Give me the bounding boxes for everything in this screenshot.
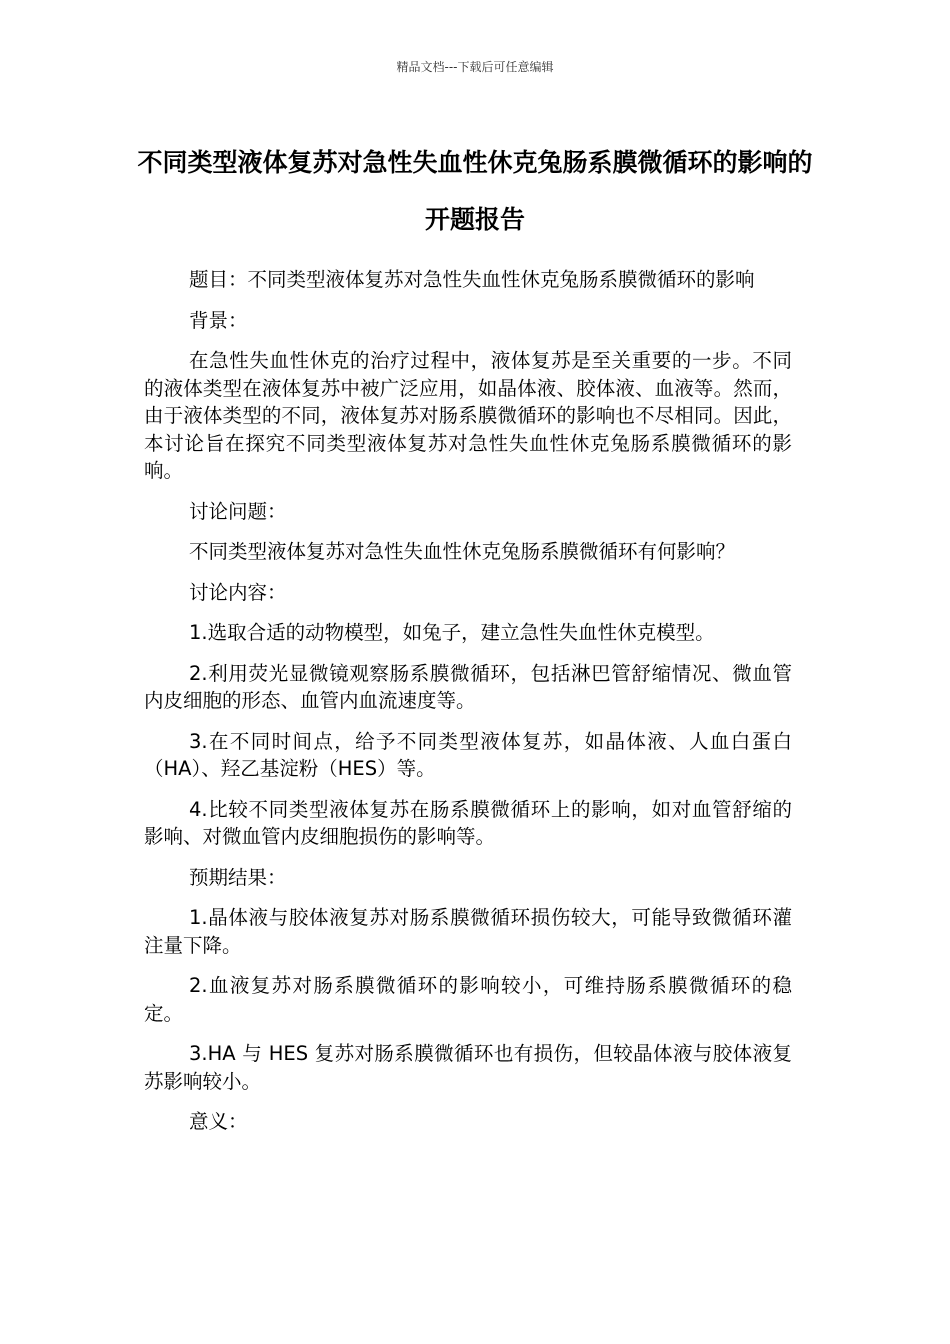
heading-significance: 意义：: [189, 1110, 248, 1133]
result-item-2: 2.血液复苏对肠系膜微循环的影响较小，可维持肠系膜微循环的稳定。: [144, 974, 792, 1025]
heading-background: 背景：: [189, 308, 248, 332]
content-item-1: 1.选取合适的动物模型，如兔子，建立急性失血性休克模型。: [189, 621, 715, 644]
result-item-3: 3.HA 与 HES 复苏对肠系膜微循环也有损伤，但较晶体液与胶体液复苏影响较小。: [144, 1042, 792, 1093]
heading-question: 讨论问题：: [189, 499, 287, 523]
document-title: 不同类型液体复苏对急性失血性休克兔肠系膜微循环的影响的开题报告: [137, 148, 813, 234]
paragraph-background: 在急性失血性休克的治疗过程中，液体复苏是至关重要的一步。不同的液体类型在液体复苏中被广泛应用，如晶体液、胶体液、血液等。然而，由于液体类型的不同，液体复苏对肠系膜微循环的影响也不尽相同。因此，本讨论旨在探究不同类型液体复苏对急性失血性休克兔肠系膜微循环的影响。: [144, 349, 792, 482]
heading-expected-results: 预期结果：: [189, 865, 287, 889]
result-item-1: 1.晶体液与胶体液复苏对肠系膜微循环损伤较大，可能导致微循环灌注量下降。: [144, 906, 792, 957]
content-item-4: 4.比较不同类型液体复苏在肠系膜微循环上的影响，如对血管舒缩的影响、对微血管内皮细胞损伤的影响等。: [144, 797, 792, 848]
document-body: [144, 266, 792, 1149]
content-item-3: 3.在不同时间点，给予不同类型液体复苏，如晶体液、人血白蛋白（HA）、羟乙基淀粉（HES）等。: [144, 729, 792, 780]
header-note: 精品文档---下载后可任意编辑: [396, 60, 554, 74]
paragraph-question: 不同类型液体复苏对急性失血性休克兔肠系膜微循环有何影响？: [189, 540, 736, 563]
paragraph-topic: 题目：不同类型液体复苏对急性失血性休克兔肠系膜微循环的影响: [189, 268, 755, 291]
content-item-2: 2.利用荧光显微镜观察肠系膜微循环，包括淋巴管舒缩情况、微血管内皮细胞的形态、血管内血流速度等。: [144, 661, 792, 712]
heading-content: 讨论内容：: [189, 580, 287, 604]
